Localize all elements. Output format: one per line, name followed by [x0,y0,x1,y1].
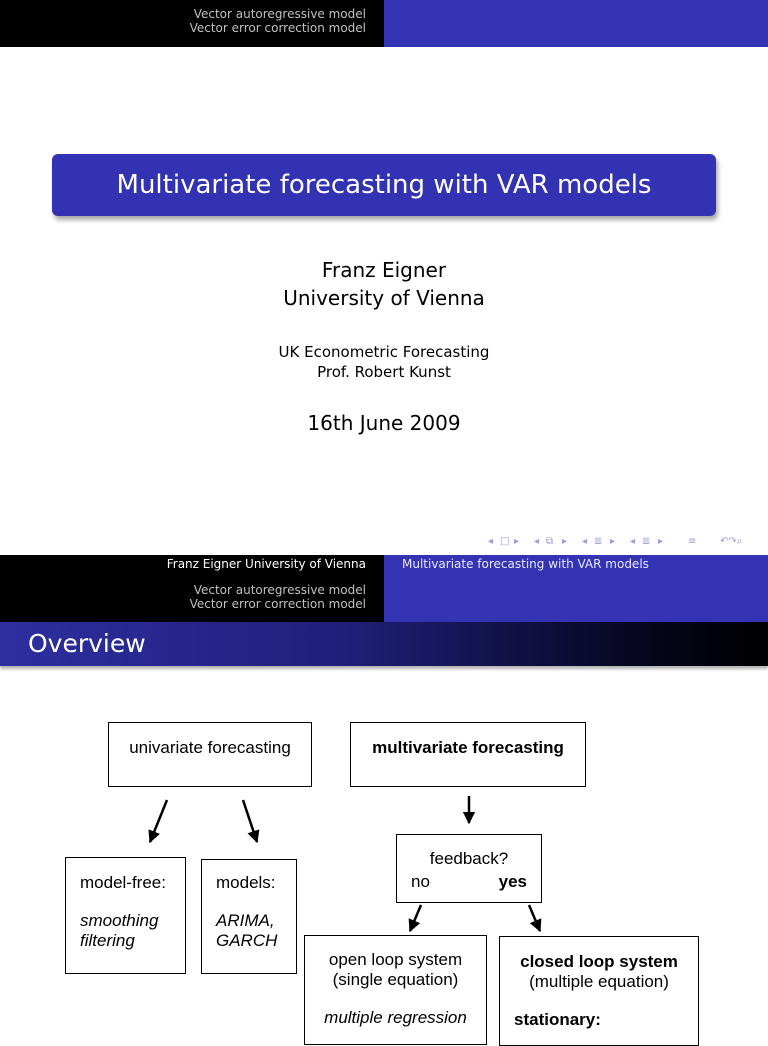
headline-section-vecm[interactable]: Vector error correction model [189,21,366,35]
nav-right-icon[interactable]: ▸ [514,536,520,547]
nav-left-icon[interactable]: ◂ [630,536,636,547]
open-loop-subtitle: (single equation) [332,970,459,989]
feedback-question: feedback? [429,849,509,868]
model-free-item-smoothing: smoothing [80,911,159,930]
feedback-no: no [411,872,430,891]
nav-left-icon[interactable]: ◂ [582,536,588,547]
univariate-label: univariate forecasting [129,738,291,757]
closed-loop-title: closed loop system [520,952,678,971]
frame-title: Overview [28,629,146,658]
model-free-item-filtering: filtering [80,931,135,950]
nav-left-icon[interactable]: ◂ [534,536,540,547]
subsection-icon[interactable]: ⧉ [546,536,554,547]
align-icon[interactable]: ≡ [688,536,697,547]
zoom-back-search-icon[interactable]: ↶↷⌕ [720,536,743,547]
author-name: Franz Eigner [321,258,447,282]
headline-section-var[interactable]: Vector autoregressive model [193,583,366,597]
slide-title: Multivariate forecasting with VAR models [116,170,652,200]
open-loop-title: open loop system [328,950,463,969]
institute-name: University of Vienna [283,286,485,310]
headline-section-var[interactable]: Vector autoregressive model [193,7,366,21]
models-title: models: [216,873,276,892]
nav-right-icon[interactable]: ▸ [658,536,664,547]
section-icon[interactable]: ≣ [642,536,651,547]
lecturer-name: Prof. Robert Kunst [317,363,451,381]
feedback-yes: yes [498,872,527,891]
frame-icon[interactable]: □ [500,536,510,547]
presentation-date: 16th June 2009 [307,411,461,435]
nav-right-icon[interactable]: ▸ [610,536,616,547]
arrow-to-models [243,800,257,842]
arrow-to-model-free [150,800,167,842]
model-free-title: model-free: [80,873,166,892]
headline-section-vecm[interactable]: Vector error correction model [189,597,366,611]
nav-left-icon[interactable]: ◂ [488,536,494,547]
arrow-to-open-loop [410,905,421,931]
arrow-to-closed-loop [529,905,540,931]
closed-loop-body: stationary: [514,1010,601,1029]
models-item-arima: ARIMA, [216,911,275,930]
section-icon[interactable]: ≣ [594,536,603,547]
multivariate-label: multivariate forecasting [372,738,564,757]
open-loop-body: multiple regression [324,1008,467,1027]
models-item-garch: GARCH [216,931,278,950]
headline-author-institute[interactable]: Franz Eigner University of Vienna [166,557,366,571]
course-name: UK Econometric Forecasting [278,343,490,361]
closed-loop-subtitle: (multiple equation) [529,972,669,991]
headline-presentation-title[interactable]: Multivariate forecasting with VAR models [402,557,649,571]
nav-right-icon[interactable]: ▸ [562,536,568,547]
